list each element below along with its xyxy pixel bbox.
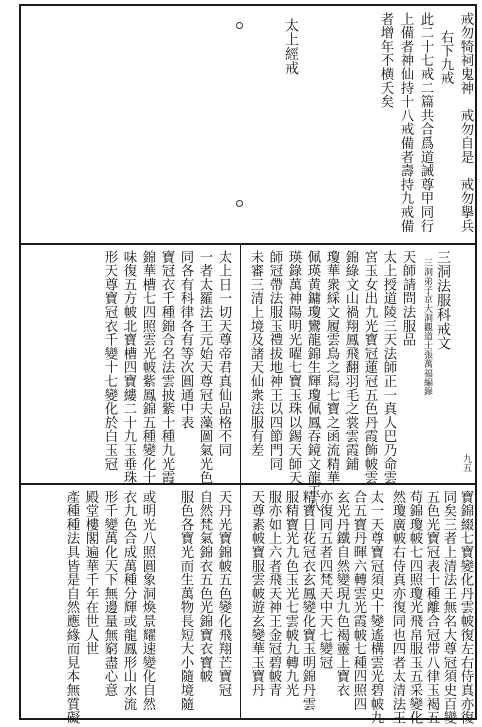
text-line: 合五寶丹暉六轉雲光霞帔七種四照四 (351, 490, 366, 711)
text-line: 天丹光寶錦帔五色變化飛翔芒寶冠 (216, 490, 231, 697)
text-line: 瑛錄萬神陽明光曜七寶玉珠以錫天師天 (286, 250, 301, 485)
text-line: 服亦如上六者飛天神王金冠碧帔青 (266, 490, 281, 697)
text-line: 玄光丹鐵自然變現九色褐靈上寶衣 (334, 490, 349, 697)
text-line: 錦華槽七四照雲光帔紫鳳錦五種變化十 (140, 250, 155, 485)
text-line: 錦綠文山禍翔鳳飛翻羽毛之裳雲霞鋪 (343, 250, 358, 471)
column-divider (240, 244, 241, 719)
text-line: 天尊素帔寶服雲帔遊玄變華玉寶丹 (249, 490, 264, 697)
page-number: 九五 (461, 454, 471, 472)
text-line: 精寶日花冠衣玄鳳變化寶玉明錦丹雲 (300, 490, 315, 711)
text-line: 殿堂樓閣遍華千年在世人世 (83, 490, 98, 656)
text-line: 味復五方帔北寶槽四寶縷二十九玉垂珠 (121, 250, 136, 485)
text-line: 亦復同五者四梵天中天七變冠 (317, 490, 332, 670)
text-line: 自然梵氣錦衣五色光錦寶衣寶帔 (197, 490, 212, 684)
text-line: 師冠帶法服玉禮拔地神王以四節門同 (267, 250, 282, 471)
compiler-line: 三洞弟子京大洞觀道士張萬福編錄 (422, 258, 432, 396)
text-line: 服精寶光九色玉光七雲帔九轉九光 (283, 490, 298, 697)
text-line: 或明光八照圓象洞煥景耀速變化自然 (140, 490, 155, 711)
text-line: 服色各寶光而生萬物長短大小隨境隨 (178, 490, 193, 711)
text-line: 形天尊寶冠衣千變十七變化於白玉冠 (102, 250, 117, 471)
text-line: 然瓊廣帔右侍真亦復同也四者太清法王 (390, 490, 405, 725)
text-line: 太上授道陵三天法師正一真人巴乃命雲 (381, 250, 396, 485)
text-line: 宮玉女出九光寶冠蓮冠五色丹霞飾帔雲 (362, 250, 377, 485)
text-line: 同各有科律各有等次圓通中表 (178, 250, 193, 430)
binding-hole (236, 200, 243, 207)
text-line: 上備者神仙持十八戒備者壽持九戒備 (398, 12, 413, 233)
text-line: 五色光寶冠表十種離合冠带八律玉褐五 (424, 490, 439, 725)
text-line: 太一天尊寶冠須史十變遙構雲光碧帔九 (368, 490, 383, 725)
text-line: 瓊華衆綵文履雲鳥之舄七寶之函流精華 (324, 250, 339, 485)
binding-hole (236, 22, 243, 29)
section-divider-lower (19, 483, 477, 485)
text-line: 未審三清上境及諸天仙衆法服有差 (248, 250, 263, 457)
end-title: 太上經戒 (283, 18, 299, 76)
text-line: 衣九色合成萬種分輝或龍鳳形山水流 (121, 490, 136, 711)
text-line: 寶冠衣千種錦合名法雲披紫十種九光霞 (159, 250, 174, 485)
text-line: 產種種法具皆是自然應緣而見本無質礙 (64, 490, 79, 725)
text-line: 寶錦綴七寶變化丹雲帔復左右侍真亦復 (458, 490, 473, 725)
text-line: 形千變萬化天下無邊量無窮盡心意 (102, 490, 117, 697)
text-line: 者增年不横夭矣 (378, 12, 393, 109)
text-line: 苟錦瓊帔七四照瓊光飛帛服玉五采變化 (407, 490, 422, 725)
text-line: 此二十七戒二篇共合爲道誡尊甲同行 (418, 12, 433, 233)
text-line: 佩瑛黄鏞瓊鸞龍錦生輝瓊佩鳳吞鏡文龍玉八 (305, 250, 320, 513)
text-line: 太上日一切天尊帝君真仙品格不同 (216, 250, 231, 457)
text-line: 戒勿犄祠鬼神 戒勿自是 戒勿擧兵 (458, 12, 473, 233)
document-title: 三洞法服科戒文 (435, 250, 451, 351)
text-line: 右下九戒 (438, 30, 453, 86)
section-divider (19, 243, 477, 245)
text-line: 一者太羅法王元始天尊冠夫藻圖氣光色 (197, 250, 212, 485)
text-line: 天師請問法服品 (400, 250, 415, 347)
text-line: 同矣三者上清法王無名大尊冠須史百變 (441, 490, 456, 725)
